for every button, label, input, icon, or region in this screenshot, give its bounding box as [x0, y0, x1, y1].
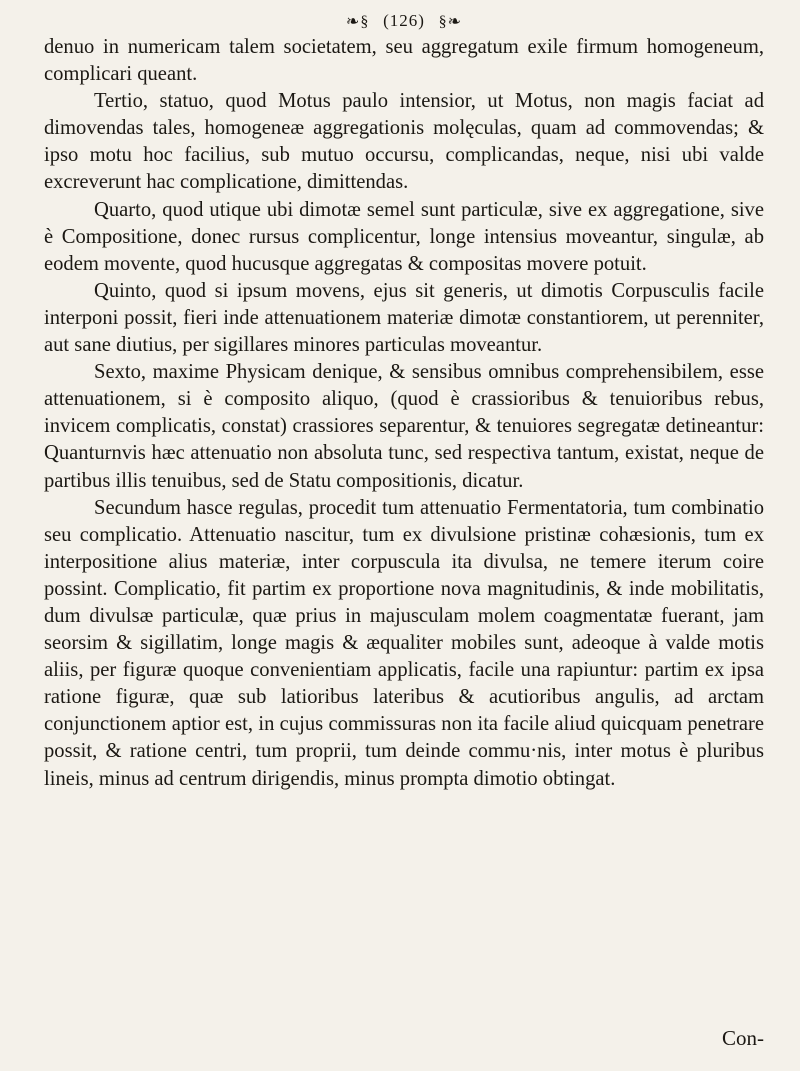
running-header [44, 10, 764, 32]
catchword: Con- [722, 1026, 764, 1050]
page-number: (126) [383, 11, 425, 30]
paragraph-quinto: Quinto, quod si ipsum movens, ejus sit generis, ut dimotis Corpusculis facile interponi possit, fieri inde attenuationem materiæ dimotæ constantiorem, ut perenniter, aut sane diutius, per sigillares minores particulas moveantur. [44, 279, 764, 357]
paragraph-sexto: Sexto, maxime Physicam denique, & sensibus omnibus comprehensibilem, esse attenuationem, si è composito aliquo, (quod è crassioribus & tenuioribus rebus, invicem complicatis, constat) crassiores separentur, & tenuiores segregatæ detineantur: Quanturnvis hæc attenuatio non absoluta tunc, sed respectiva tantum, existat, neque de partibus illis tenuibus, sed de Statu compositionis, dicatur. [44, 361, 764, 492]
paragraph-quarto: Quarto, quod utique ubi dimotæ semel sunt particulæ, sive ex aggregatione, sive è Compositione, donec rursus complicentur, longe intensius moveantur, singulæ, ab eodem movente, quod hucusque aggregatas & compositas movere potuit. [44, 198, 764, 275]
paragraph-1: denuo in numericam talem societatem, seu aggregatum exile firmum homogeneum, complicari queant. [44, 36, 764, 86]
body-text [44, 34, 764, 793]
left-ornament: ❧§ [345, 13, 370, 31]
right-ornament: §❧ [438, 13, 463, 31]
paragraph-secundum: Secundum hasce regulas, procedit tum attenuatio Fermentatoria, tum combinatio seu complicatio. Attenuatio nascitur, tum ex divulsione pristinæ cohæsionis, tum ex interpositione alius materiæ, inter corpuscula ita divulsa, ne temere iterum coire possint. Complicatio, fit partim ex proportione nova magnitudinis, & inde mobilitatis, dum divulsæ particulæ, quæ prius in majusculam molem coagmentatæ fuerant, jam seorsim & sigillatim, longe magis & æqualiter mobiles sunt, adeoque à valde motis aliis, per figuræ quoque convenientiam applicatis, facile una rapiuntur: partim ex ipsa ratione figuræ, quæ sub latioribus lateribus & acutioribus angulis, ad arctam conjunctionem aptior est, in cujus commissuras non ita facile aliud quicquam penetrare possit, & ratione centri, tum proprii, tum deinde commu·nis, inter motus è pluribus lineis, minus ad centrum dirigendis, minus prompta dimotio obtingat. [44, 496, 764, 790]
paragraph-tertio: Tertio, statuo, quod Motus paulo intensior, ut Motus, non magis faciat ad dimovendas tales, homogeneæ aggregationis molęculas, quam ad commovendas; & ipso motu hoc facilius, sub mutuo occursu, complicandas, neque, nisi ubi valde excreverunt hac complicatione, dimittendas. [44, 90, 764, 194]
